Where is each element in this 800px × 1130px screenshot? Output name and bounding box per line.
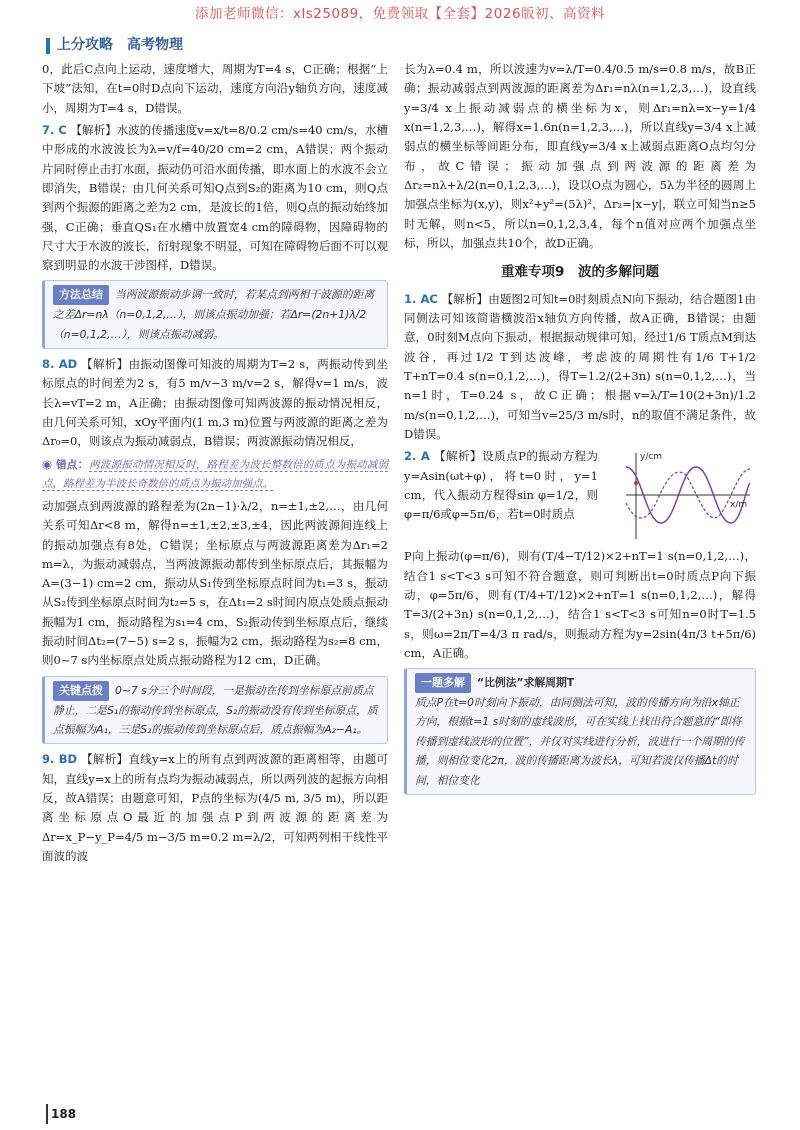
question-8 — [42, 355, 388, 452]
header-title-b: 高考物理 — [127, 37, 183, 53]
multi-solution-title: “比例法”求解周期T — [477, 676, 575, 690]
page-number: 188 — [46, 1104, 76, 1124]
method-summary-text: 当两波源振动步调一致时，若某点到两相干波源的距离之差Δr=nλ（n=0,1,2,…），则该点振动加强；若Δr=(2n+1)λ/2（n=0,1,2,…），则该点振动减弱。 — [53, 288, 375, 341]
error-note-tag: 错点 — [56, 458, 78, 471]
fig-x-label: x/m — [730, 500, 748, 511]
key-point-tag: 关键点拨 — [53, 681, 109, 701]
key-point-box — [42, 676, 388, 745]
question-2 — [404, 447, 756, 663]
question-1 — [404, 290, 756, 445]
right-para-1: 长为λ=0.4 m，所以波速为v=λ/T=0.4/0.5 m/s=0.8 m/s，故B正确；振动减弱点到两波源的距离差为Δr₁=nλ(n=1,2,3,…)，设直线y=3/4 x上振动减弱点的横坐标为x，则Δr₁=nλ=x−y=1/4 x(n=1,2,3,…)，解得x=1.6n(n=1,2,3,…)，所以直线y=3/4 x上减弱点的横坐标等间距分布，即直线y=3/4 x上减弱点距离O点均匀分布，故C错误；振动加强点到两波源的距离差为Δr₂=nλ+λ/2(n=0,1,2,3,…)，设以O点为圆心，5λ为半径的圆周上加强点坐标为(x,y)，则x²+y²=(5λ)²，Δr₂=|x−y|，联立可知当n≥5时无解，则n<5，所以n=0,1,2,3,4，每个n值对应两个加强点坐标，所以，加强点共10个，故D正确。 — [404, 62, 756, 250]
q2-text-a: 【解析】设质点P的振动方程为y=Asin(ωt+φ)，将t=0时，y=1 cm，代入振动方程得sin φ=1/2，则φ=π/6或φ=5π/6，若t=0时质点 — [404, 449, 598, 522]
header-title-a: 上分攻略 — [57, 37, 113, 53]
question-9 — [42, 750, 388, 866]
multi-solution-text: 质点P在t=0时刻向下振动，由同侧法可知，波的传播方向为沿x轴正方向，根据t=1 s时刻的虚线波形，可在实线上找出符合题意的“即将传播到虚线波形的位置”，并仅对实线进行分析，波进行一个周期的传播，则相位变化2π，波的传播距离为波长λ，可知若波仅传播Δt的时间，相位变化 — [415, 695, 745, 787]
wave-graph-figure — [606, 447, 756, 543]
fig-y-label: y/cm — [640, 452, 663, 463]
method-summary-tag: 方法总结 — [53, 285, 109, 305]
multi-solution-tag: 一题多解 — [415, 673, 471, 693]
method-summary-box — [42, 280, 388, 349]
question-7 — [42, 121, 388, 276]
q1-text: 【解析】由题图2可知t=0时刻质点N向下振动，结合题图1由同侧法可知该简谐横波沿x轴负方向传播，故A正确，B错误；由题意，0时刻M点向下振动，根据振动规律可知，经过1/6 T质点M到达波谷，再过1/2 T到达波峰，考虑波的周期性有1/6 T+1/2 T+nT=0.4 s(n=0,1,2,…)，得T=1.2/(2+3n) s(n=0,1,2,…)，当n=1时，T=0.24 s，故C正确；根据v=λ/T=10(2+3n)/1.2 m/s(n=0,1,2,…)，可知当v=25/3 m/s时，n的取值不满足条件，故D错误。 — [404, 291, 756, 441]
q1-number: 1. AC — [404, 291, 438, 306]
error-note-text: 两波源振动情况相反时，路程差为波长整数倍的质点为振动减弱点，路程差为半波长奇数倍的质点为振动加强点。 — [42, 458, 389, 491]
left-para-1: 0，此后C点向上运动，速度增大，周期为T=4 s，C正确；根据“上下坡”法知，在t=0时D点向下运动，速度方向沿y轴负方向，速度减小，周期为T=4 s，D错误。 — [42, 62, 388, 115]
q9-number: 9. BD — [42, 752, 78, 767]
q8-text: 【解析】由振动图像可知波的周期为T=2 s，两振动传到坐标原点的时间差为2 s，有5 m/v−3 m/v=2 s，解得v=1 m/s，波长λ=vT=2 m，A正确；由振动图像可知两波源的振动情况相反，由几何关系可知，xOy平面内(1 m,3 m)位置与两波源的距离之差为Δr₀=0，则该点为振动减弱点，B错误；两波源振动情况相反， — [42, 357, 388, 449]
page-header — [46, 34, 183, 58]
dashed-wave — [626, 469, 750, 518]
q2-text-b: P向上振动(φ=π/6)，则有(T/4−T/12)×2+nT=1 s(n=0,1,2,…)，结合1 s<T<3 s可知不符合题意，则可判断出t=0时质点P向下振动，φ=5π/6，则有(T/4+T/12)×2+nT=1 s(n=0,1,2,…)，解得T=3/(2+3n) s(n=0,1,2,…)，结合1 s<T<3 s可知n=0时T=1.5 s，则ω=2π/T=4/3 π rad/s，则振动方程为y=2sin(4π/3 t+5π/6) cm，A正确。 — [404, 549, 756, 660]
q8-continued: 动加强点到两波源的路程差为(2n−1)·λ/2，n=±1,±2,…，由几何关系可知Δr<8 m，解得n=±1,±2,±3,±4，因此两波源间连线上的振动加强点有8处，C错误；坐标原点与两波源距离差为Δr₁=2 m=λ，为振动减弱点，当两波源振动都传到坐标原点后，其振幅为A=(3−1) cm=2 cm，振动从S₁传到坐标原点时间为t₁=3 s，振动从S₂传到坐标原点时间为t₂=5 s，在Δt₁=2 s时间内原点处质点振动振幅为1 cm，振动路程为s₁=4 cm，S₂振动传到坐标原点后，继续振动时间Δt₂=(7−5) s=2 s，振幅为2 cm，振动路程为s₂=8 cm，则0~7 s内坐标原点处质点振动路程为12 cm，D正确。 — [42, 498, 388, 668]
left-column — [42, 60, 388, 869]
header-bar-icon — [46, 38, 50, 54]
q8-number: 8. AD — [42, 357, 78, 372]
right-column — [404, 60, 756, 801]
multi-solution-box — [404, 668, 756, 795]
q2-number: 2. A — [404, 449, 430, 464]
section-title: 重难专项9 波的多解问题 — [501, 264, 659, 281]
error-note: ◉ 错点：两波源振动情况相反时，路程差为波长整数倍的质点为振动减弱点，路程差为半波长奇数倍的质点为振动加强点。 — [42, 456, 389, 491]
q7-number: 7. C — [42, 122, 67, 137]
key-point-text: 0~7 s分三个时间段，一是振动在传到坐标原点前质点静止，二是S₁的振动传到坐标原点，S₂的振动没有传到坐标原点，质点振幅为A₁，三是S₂的振动传到坐标原点后，质点振幅为A₂−A₁。 — [53, 683, 378, 736]
point-p — [634, 481, 638, 485]
magnifier-icon: ◉ — [42, 456, 53, 471]
watermark-text: 添加老师微信：xls25089，免费领取【全套】2026版初、高资料 — [194, 6, 606, 22]
q7-text: 【解析】水波的传播速度v=x/t=8/0.2 cm/s=40 cm/s，水槽中形成的水波波长为λ=v/f=40/20 cm=2 cm，A错误；两个振动片同时停止击打水面，振动仍可沿水面传播，即水面上的水波不会立即消失，B错误；由几何关系可知Q点到S₂的距离为10 cm，则Q点到两个振源的距离之差为2 cm，是波长的1倍，则Q点的振动始终加强，C正确；垂直QS₁在水槽中放置宽4 cm的障碍物，因障碍物的尺寸大于水波的波长，衍射现象不明显，可知在障碍物后面不可以观察到明显的水波干涉图样，D错误。 — [42, 122, 388, 273]
q9-text: 【解析】直线y=x上的所有点到两波源的距离相等，由题可知，直线y=x上的所有点均为振动减弱点，所以两列波的起振方向相反，故A错误；由题意可知，P点的坐标为(4/5 m, 3/5 m)，所以距离坐标原点O最近的加强点P到两波源的距离差为Δr=x_P−y_P=4/5 m−3/5 m=0.2 m=λ/2，可知两列相干线性平面波的波 — [42, 752, 389, 863]
